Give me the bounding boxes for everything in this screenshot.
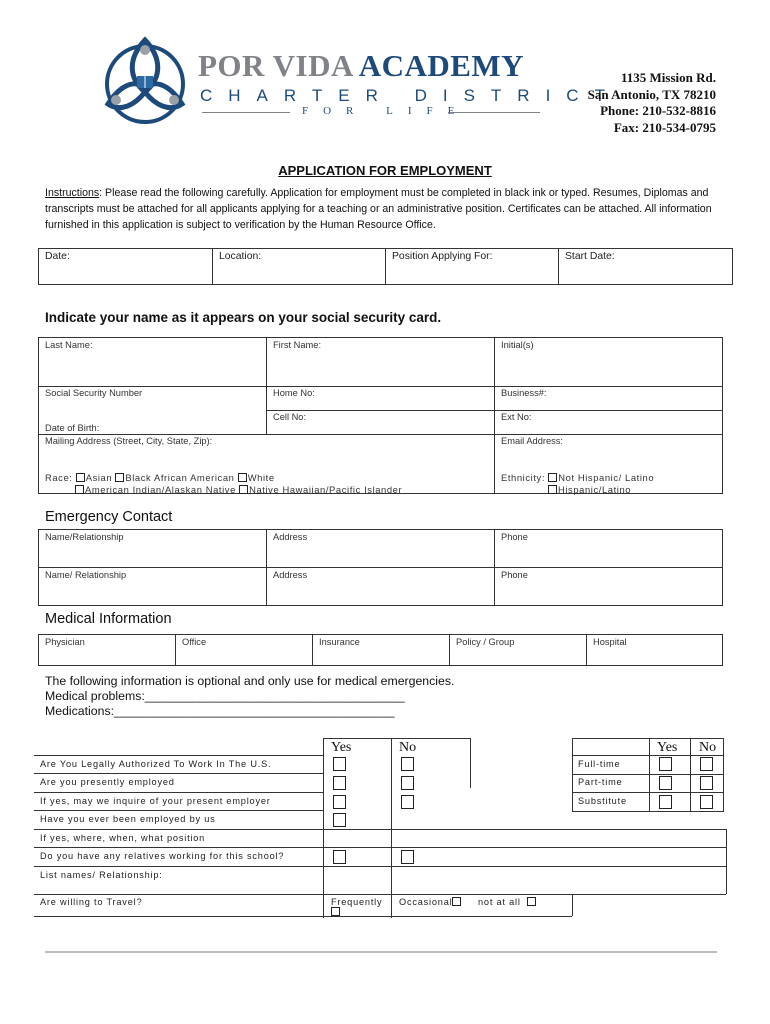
- travel-occasional-label: Occasional: [399, 897, 453, 907]
- bottom-divider: [45, 951, 717, 953]
- travel-not-at-all-checkbox[interactable]: [527, 897, 536, 906]
- inquire-yes-checkbox[interactable]: [333, 795, 346, 809]
- emergency-address-label-2: Address: [273, 570, 308, 580]
- logo-word-por-vida: POR VIDA: [198, 48, 359, 83]
- date-label: Date:: [45, 251, 70, 262]
- race-white-label: White: [247, 472, 275, 483]
- emergency-name-label-1: Name/Relationship: [45, 532, 124, 542]
- logo-subtitle: CHARTER DISTRICT: [200, 86, 621, 105]
- full-time-yes-checkbox[interactable]: [659, 757, 672, 771]
- question-inquire-employer: If yes, may we inquire of your present employer: [40, 796, 271, 806]
- insurance-label: Insurance: [319, 637, 360, 647]
- emergency-phone-label-1: Phone: [501, 532, 528, 542]
- race-american-indian-label: American Indian/Alaskan Native: [85, 484, 236, 495]
- emergency-phone-label-2: Phone: [501, 570, 528, 580]
- question-list-names: List names/ Relationship:: [40, 870, 163, 880]
- instructions: [45, 185, 725, 233]
- business-label: Business#:: [501, 388, 547, 398]
- last-name-label: Last Name:: [45, 340, 93, 350]
- question-where-when: If yes, where, when, what position: [40, 833, 206, 843]
- address-phone: Phone: 210-532-8816: [600, 103, 716, 118]
- authorized-no-checkbox[interactable]: [401, 757, 414, 771]
- ssn-label: Social Security Number: [45, 388, 143, 398]
- name-grid: [38, 337, 723, 494]
- travel-not-at-all: [478, 897, 537, 907]
- school-logo-emblem: [100, 36, 190, 128]
- travel-frequently-checkbox[interactable]: [331, 907, 340, 916]
- employment-no-header: No: [699, 740, 717, 755]
- authorized-yes-checkbox[interactable]: [333, 757, 346, 771]
- name-section-heading: Indicate your name as it appears on your social security card.: [45, 310, 442, 325]
- medical-problems-line[interactable]: Medical problems:______________________________________: [45, 689, 405, 703]
- race-hawaiian-checkbox[interactable]: [239, 485, 248, 494]
- date-field[interactable]: [38, 248, 213, 285]
- ethnicity-row2: [548, 484, 631, 495]
- question-presently-employed: Are you presently employed: [40, 777, 175, 787]
- instructions-lead: Instructions: [45, 187, 100, 199]
- race-american-indian-checkbox[interactable]: [75, 485, 84, 494]
- employed-yes-checkbox[interactable]: [333, 776, 346, 790]
- substitute-label: Substitute: [578, 796, 627, 806]
- substitute-yes-checkbox[interactable]: [659, 795, 672, 809]
- address-fax: Fax: 210-534-0795: [613, 119, 716, 135]
- medical-optional-note: The following information is optional and only use for medical emergencies.: [45, 674, 455, 688]
- logo-tagline: FOR LIFE: [302, 105, 470, 117]
- full-time-no-checkbox[interactable]: [700, 757, 713, 771]
- mailing-address-label: Mailing Address (Street, City, State, Zip):: [45, 436, 213, 446]
- hospital-label: Hospital: [593, 637, 627, 647]
- relatives-no-checkbox[interactable]: [401, 850, 414, 864]
- race-options-row2: [75, 484, 402, 495]
- race-label: Race:: [45, 472, 73, 483]
- travel-frequently-label: Frequently: [331, 897, 383, 907]
- substitute-no-checkbox[interactable]: [700, 795, 713, 809]
- start-date-label: Start Date:: [565, 251, 615, 262]
- race-black-label: Black African American: [125, 472, 235, 483]
- employment-yes-header: Yes: [657, 740, 678, 755]
- emergency-address-label-1: Address: [273, 532, 308, 542]
- race-white-checkbox[interactable]: [238, 473, 247, 482]
- logo-rule-right: [448, 112, 540, 113]
- emergency-heading: Emergency Contact: [45, 509, 173, 525]
- office-label: Office: [182, 637, 207, 647]
- location-field[interactable]: [212, 248, 386, 285]
- question-relatives: Do you have any relatives working for this school?: [40, 851, 285, 861]
- location-label: Location:: [219, 251, 262, 262]
- race-black-checkbox[interactable]: [115, 473, 124, 482]
- ethnicity-label: Ethnicity:: [501, 472, 546, 483]
- instructions-text: : Please read the following carefully. Application for employment must be completed in black ink or typed. Resumes, Diplomas and transcripts must be attached for all applicants applying for a teaching or an administrative position. Certificates can be attached. All information furnished in this application is subject to verification by the Human Resource Office.: [45, 187, 712, 231]
- question-travel: Are willing to Travel?: [40, 897, 143, 907]
- school-address: [588, 70, 716, 136]
- part-time-yes-checkbox[interactable]: [659, 776, 672, 790]
- employed-by-us-yes-checkbox[interactable]: [333, 813, 346, 827]
- travel-occasional-checkbox[interactable]: [452, 897, 461, 906]
- question-employed-by-us: Have you ever been employed by us: [40, 814, 216, 824]
- no-header: No: [399, 740, 417, 755]
- emergency-name-label-2: Name/ Relationship: [45, 570, 127, 580]
- position-label: Position Applying For:: [392, 251, 493, 262]
- form-title: APPLICATION FOR EMPLOYMENT: [278, 163, 492, 178]
- travel-occasional: [399, 897, 462, 907]
- policy-group-label: Policy / Group: [456, 637, 515, 647]
- medications-line[interactable]: Medications:_________________________________________: [45, 704, 395, 718]
- first-name-label: First Name:: [273, 340, 322, 350]
- question-authorized: Are You Legally Authorized To Work In The U.S.: [40, 759, 272, 769]
- medical-heading: Medical Information: [45, 611, 172, 627]
- address-city: San Antonio, TX 78210: [587, 86, 716, 102]
- position-field[interactable]: [385, 248, 559, 285]
- home-no-label: Home No:: [273, 388, 315, 398]
- logo-wordmark: [198, 48, 524, 84]
- ext-no-label: Ext No:: [501, 412, 532, 422]
- ethnicity-not-hispanic-checkbox[interactable]: [548, 473, 557, 482]
- logo-word-academy: ACADEMY: [358, 48, 525, 83]
- ethnicity-row1: [501, 472, 654, 483]
- relatives-yes-checkbox[interactable]: [333, 850, 346, 864]
- employed-no-checkbox[interactable]: [401, 776, 414, 790]
- race-hawaiian-label: Native Hawaiian/Pacific Islander: [249, 484, 403, 495]
- ethnicity-not-hispanic-label: Not Hispanic/ Latino: [558, 472, 655, 483]
- physician-label: Physician: [45, 637, 85, 647]
- logo-rule-left: [202, 112, 290, 113]
- yes-header: Yes: [331, 740, 352, 755]
- ethnicity-hispanic-checkbox[interactable]: [548, 485, 557, 494]
- race-asian-checkbox[interactable]: [76, 473, 85, 482]
- address-street: 1135 Mission Rd.: [621, 70, 716, 85]
- cell-no-label: Cell No:: [273, 412, 307, 422]
- dob-label: Date of Birth:: [45, 423, 100, 433]
- race-options-row1: [45, 472, 275, 483]
- ethnicity-hispanic-label: Hispanic/Latino: [558, 484, 632, 495]
- race-asian-label: Asian: [85, 472, 113, 483]
- part-time-label: Part-time: [578, 777, 623, 787]
- part-time-no-checkbox[interactable]: [700, 776, 713, 790]
- travel-not-at-all-label: not at all: [478, 897, 521, 907]
- travel-frequently: [331, 897, 382, 917]
- email-label: Email Address:: [501, 436, 564, 446]
- initials-label: Initial(s): [501, 340, 534, 350]
- start-date-field[interactable]: [558, 248, 733, 285]
- inquire-no-checkbox[interactable]: [401, 795, 414, 809]
- full-time-label: Full-time: [578, 759, 621, 769]
